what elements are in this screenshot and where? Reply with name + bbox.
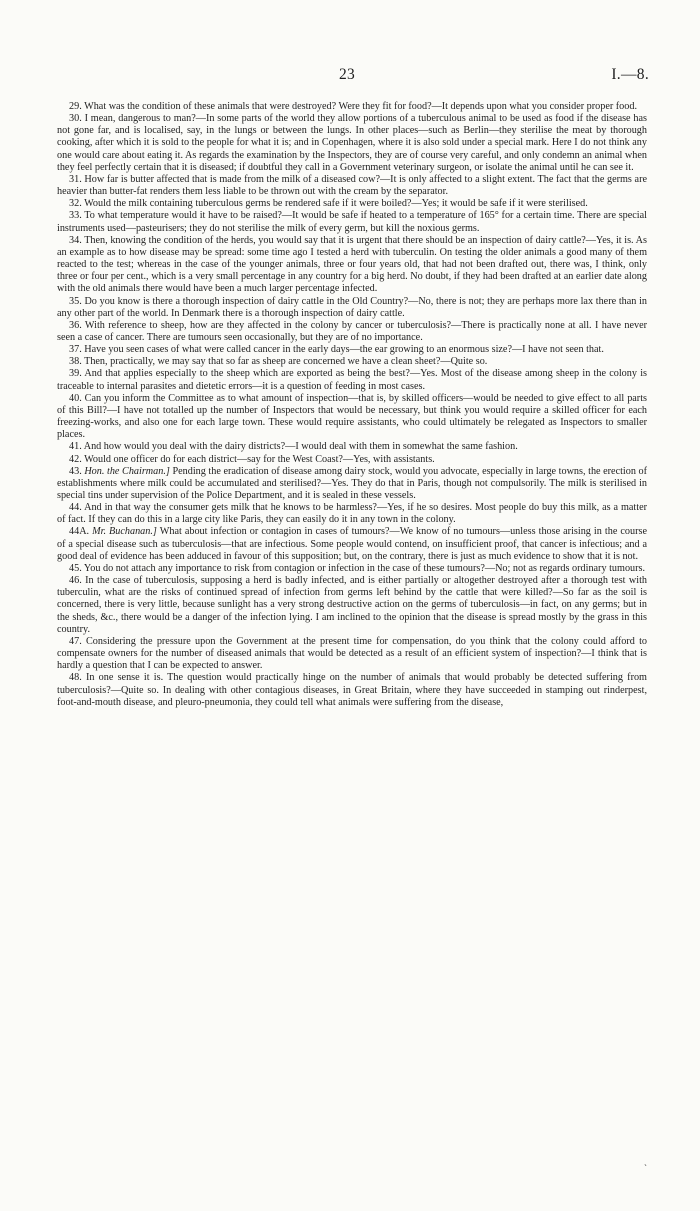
speaker-attribution: Hon. the Chairman.]: [84, 465, 170, 477]
evidence-text-body: [57, 101, 647, 709]
speaker-attribution: Mr. Buchanan.]: [92, 526, 157, 538]
question-paragraph: 36. With reference to sheep, how are they affected in the colony by cancer or tuberculosis?—There is practically none at all. I have never seen a case of cancer. There are tumours seen occasionally, but they are of no importance.: [57, 319, 647, 343]
question-paragraph: 32. Would the milk containing tuberculous germs be rendered safe if it were boiled?—Yes; it would be safe if it were sterilised.: [69, 198, 588, 210]
question-paragraph: 37. Have you seen cases of what were called cancer in the early days—the ear growing to an enormous size?—I have not seen that.: [69, 344, 604, 356]
question-paragraph: 38. Then, practically, we may say that so far as sheep are concerned we have a clean sheet?—Quite so.: [69, 356, 488, 368]
question-paragraph: 42. Would one officer do for each district—say for the West Coast?—Yes, with assistants.: [69, 453, 435, 465]
question-paragraph: 31. How far is butter affected that is made from the milk of a diseased cow?—It is only affected to a slight extent. The fact that the germs are heavier than butter-fat renders them less liable to be thrown out with the cream by the separator.: [57, 173, 647, 198]
question-paragraph: 35. Do you know is there a thorough inspection of dairy cattle in the Old Country?—No, there is not; they are perhaps more lax there than in any other part of the world. In Denmark there is a thorough inspection of dairy cattle.: [57, 295, 647, 319]
question-paragraph: 46. In the case of tuberculosis, supposing a herd is badly infected, and is either partially or altogether destroyed after a thorough test with tuberculin, what are the risks of continued spread of infection from germs left behind by the cattle that were killed?—So far as the soil is concerned, there is very little, because sunlight has a very strong destructive action on the germs of tuberculosis—in fact, on any germs; but in the sheds, &c., there would be a danger of the infection lying. I am inclined to the opinion that the disease is spread mostly by the grass in this country.: [57, 575, 647, 635]
question-paragraph: 44A. Mr. Buchanan.] What about infection or contagion in cases of tumours?—We know of no tumours—unless those arising in the course of a special disease such as tuberculosis—that are infectious. Some people would contend, on insufficient proof, that cancer is infectious; and a good deal of evidence has been adduced in favour of this supposition; but, on the contrary, there is just as much evidence to show that it is not.: [57, 526, 647, 562]
question-paragraph: 48. In one sense it is. The question would practically hinge on the number of animals that would probably be detected suffering from tuberculosis?—Quite so. In dealing with other contagious diseases, in Great Britain, where they have succeeded in stamping out rinderpest, foot-and-mouth disease, and pleuro-pneumonia, they could tell what animals were suffering from the disease,: [57, 672, 647, 708]
question-paragraph: 40. Can you inform the Committee as to what amount of inspection—that is, by skilled officers—would be needed to give effect to all parts of this Bill?—I have not totalled up the number of Inspectors that would be necessary, but think you would require a skilled officer for each freezing-works, and also one for each large town. These would require assistants, who could ultimately be relegated as Inspectors to smaller places.: [57, 392, 647, 441]
page-number: 23: [339, 66, 356, 83]
page-header: [0, 66, 700, 86]
question-paragraph: 43. Hon. the Chairman.] Pending the eradication of disease among dairy stock, would you advocate, especially in large towns, the erection of establishments where milk could be accumulated and sterilised?—Yes. They do that in Paris, though not compulsorily. The milk is sterilised in special tins under supervision of the Police Department, and it is sealed in these vessels.: [57, 465, 648, 501]
question-paragraph: 30. I mean, dangerous to man?—In some parts of the world they allow portions of a tuberculous animal to be used as food if the disease has not gone far, and is localised, say, in the lungs or between the lungs. In other places—such as Berlin—they sterilise the meat by thorough cooking, after which it is sold to the people for what it is; and in Copenhagen, where it is also sold under a special mark. Here I do not think any one would care about eating it. As regards the examination by the Inspectors, they are of course very careful, and only condemn an animal when they feel perfectly certain that it is diseased; if doubtful they call in a Government veterinary surgeon, or isolate the animal until he can see it.: [57, 113, 647, 173]
stray-mark: `: [644, 1163, 647, 1173]
document-reference: I.—8.: [611, 66, 649, 83]
question-paragraph: 29. What was the condition of these animals that were destroyed? Were they fit for food?—It depends upon what you consider proper food.: [69, 101, 638, 112]
question-paragraph: 44. And in that way the consumer gets milk that he knows to be harmless?—Yes, if he so desires. Most people do buy this milk, as a matter of fact. If they can do this in a large city like Paris, they can easily do it in any town in the colony.: [57, 502, 647, 526]
question-paragraph: 41. And how would you deal with the dairy districts?—I would deal with them in somewhat the same fashion.: [69, 441, 518, 453]
question-paragraph: 34. Then, knowing the condition of the herds, you would say that it is urgent that there should be an inspection of dairy cattle?—Yes, it is. As an example as to how disease may be spread: some time ago I tested a herd with tuberculin. On testing the older animals a good many of them reacted to the test; whereas in the case of the younger animals, three or four years old, that had not been drafted out, there was, I think, only three or four per cent., which is a very small percentage in any country for a big herd. No doubt, if they had been drafted at an earlier date along with the old animals there would have been a much larger percentage infected.: [57, 234, 647, 295]
question-paragraph: 47. Considering the pressure upon the Government at the present time for compensation, do you think that the colony could afford to compensate owners for the number of diseased animals that would be detected as a result of an efficient system of inspection?—I think that is hardly a question that I can be expected to answer.: [57, 635, 647, 672]
question-paragraph: 33. To what temperature would it have to be raised?—It would be safe if heated to a temperature of 165° for a certain time. There are special instruments used—pasteurisers; they do not sterilise the milk of every germ, but kill the noxious germs.: [57, 210, 647, 234]
question-paragraph: 45. You do not attach any importance to risk from contagion or infection in the case of these tumours?—No; not as regards ordinary tumours.: [69, 562, 646, 574]
question-paragraph: 39. And that applies especially to the sheep which are exported as being the best?—Yes. Most of the disease among sheep in the colony is traceable to internal parasites and dietetic errors—it is a question of feeding in most cases.: [57, 368, 647, 392]
